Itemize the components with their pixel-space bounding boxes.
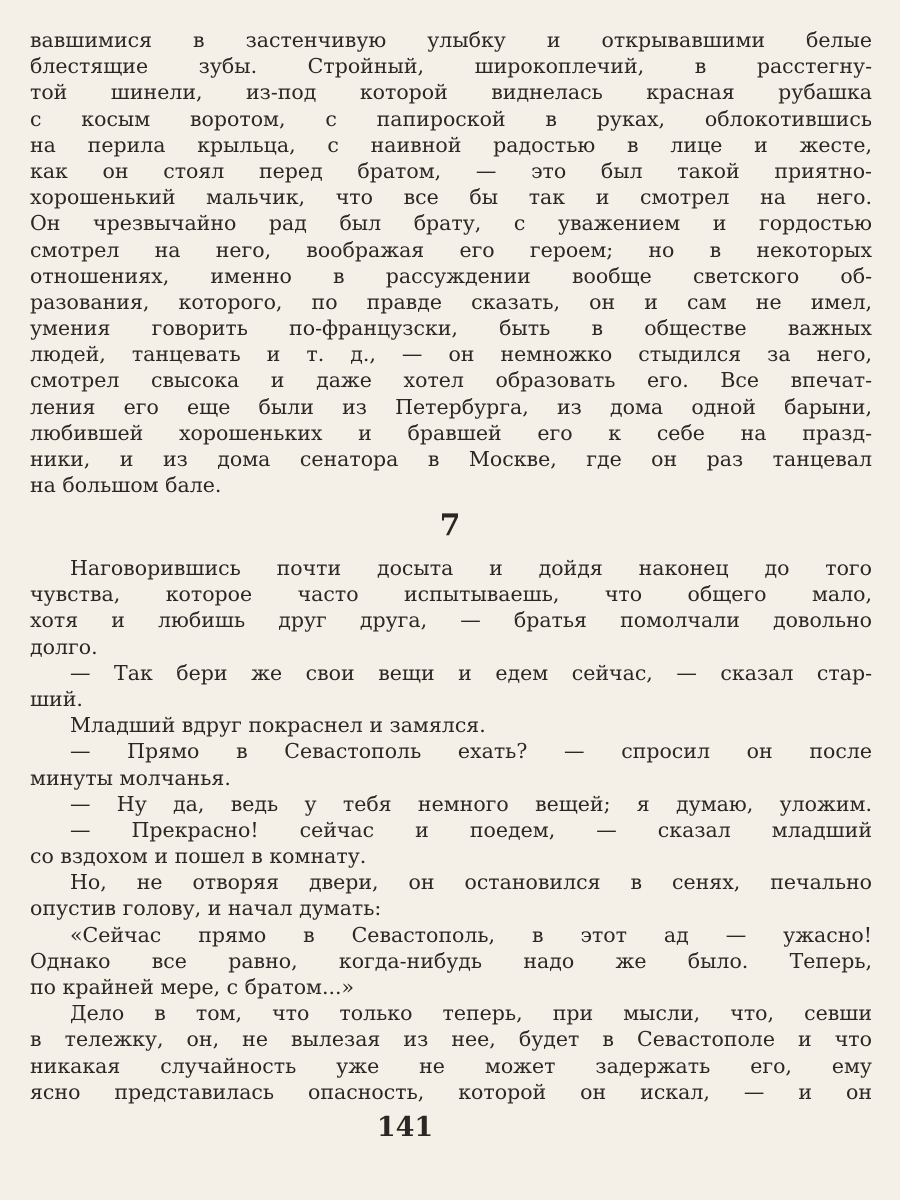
text-line: ления его еще были из Петербурга, из дома одной барыни, <box>30 394 872 419</box>
text-line: на перила крыльца, с наивной радостью в лице и жесте, <box>30 132 872 157</box>
text-line: со вздохом и пошел в комнату. <box>30 844 367 869</box>
text-line: ники, и из дома сенатора в Москве, где он раз танцевал <box>30 447 872 471</box>
paragraph-block-top <box>30 27 872 498</box>
paragraph-block-chapter-7 <box>30 555 872 1105</box>
text-line: как он стоял перед братом, — это был такой приятно- <box>30 158 872 183</box>
text-line: разования, которого, по правде сказать, он и сам не имел, <box>30 289 872 314</box>
text-line: опустив голову, и начал думать: <box>30 896 382 921</box>
text-line: Наговорившись почти досыта и дойдя наконец до того <box>70 556 872 580</box>
text-line: долго. <box>30 634 98 659</box>
text-line: Однако все равно, когда-нибудь надо же было. Теперь, <box>30 948 872 973</box>
text-line: минуты молчанья. <box>30 765 231 790</box>
text-line: Но, не отворяя двери, он остановился в сенях, печально <box>70 870 872 895</box>
text-line: любившей хорошеньких и бравшей его к себе на празд- <box>30 420 872 445</box>
text-line: — Ну да, ведь у тебя немного вещей; я думаю, уложим. <box>70 791 872 816</box>
text-line: Дело в том, что только теперь, при мысли, что, севши <box>70 1001 872 1026</box>
text-line: — Так бери же свои вещи и едем сейчас, — сказал стар- <box>70 660 872 685</box>
text-line: по крайней мере, с братом...» <box>30 975 355 999</box>
text-line: — Прекрасно! сейчас и поедем, — сказал младший <box>70 817 872 842</box>
text-line: с косым воротом, с папироской в руках, облокотившись <box>30 106 872 131</box>
text-line: чувства, которое часто испытываешь, что общего мало, <box>30 582 872 607</box>
text-line: вавшимися в застенчивую улыбку и открывавшими белые <box>30 28 872 52</box>
text-line: «Сейчас прямо в Севастополь, в этот ад — ужасно! <box>70 922 872 947</box>
text-line: Он чрезвычайно рад был брату, с уважением и гордостью <box>30 211 872 236</box>
text-line: той шинели, из-под которой виднелась красная рубашка <box>30 80 872 105</box>
text-line: — Прямо в Севастополь ехать? — спросил он после <box>70 739 872 764</box>
text-line: людей, танцевать и т. д., — он немножко стыдился за него, <box>30 342 872 367</box>
page-number: 141 <box>376 1112 434 1143</box>
text-line: умения говорить по-французски, быть в обществе важных <box>30 316 872 341</box>
text-line: ший. <box>30 686 83 711</box>
text-line: смотрел на него, воображая его героем; но в некоторых <box>30 237 872 262</box>
text-line: ясно представилась опасность, которой он искал, — и он <box>30 1079 872 1104</box>
text-line: никакая случайность уже не может задержать его, ему <box>30 1053 872 1078</box>
text-line: смотрел свысока и даже хотел образовать его. Все впечат- <box>30 368 872 393</box>
text-line: отношениях, именно в рассуждении вообще светского об- <box>30 263 872 288</box>
text-line: Младший вдруг покраснел и замялся. <box>70 713 486 738</box>
chapter-number: 7 <box>439 508 461 543</box>
text-line: хотя и любишь друг друга, — братья помолчали довольно <box>30 608 872 633</box>
text-line: в тележку, он, не вылезая из нее, будет в Севастополе и что <box>30 1027 872 1052</box>
text-line: хорошенький мальчик, что все бы так и смотрел на него. <box>30 185 872 210</box>
text-line: блестящие зубы. Стройный, широкоплечий, в расстегну- <box>30 54 872 79</box>
text-line: на большом бале. <box>30 473 222 498</box>
